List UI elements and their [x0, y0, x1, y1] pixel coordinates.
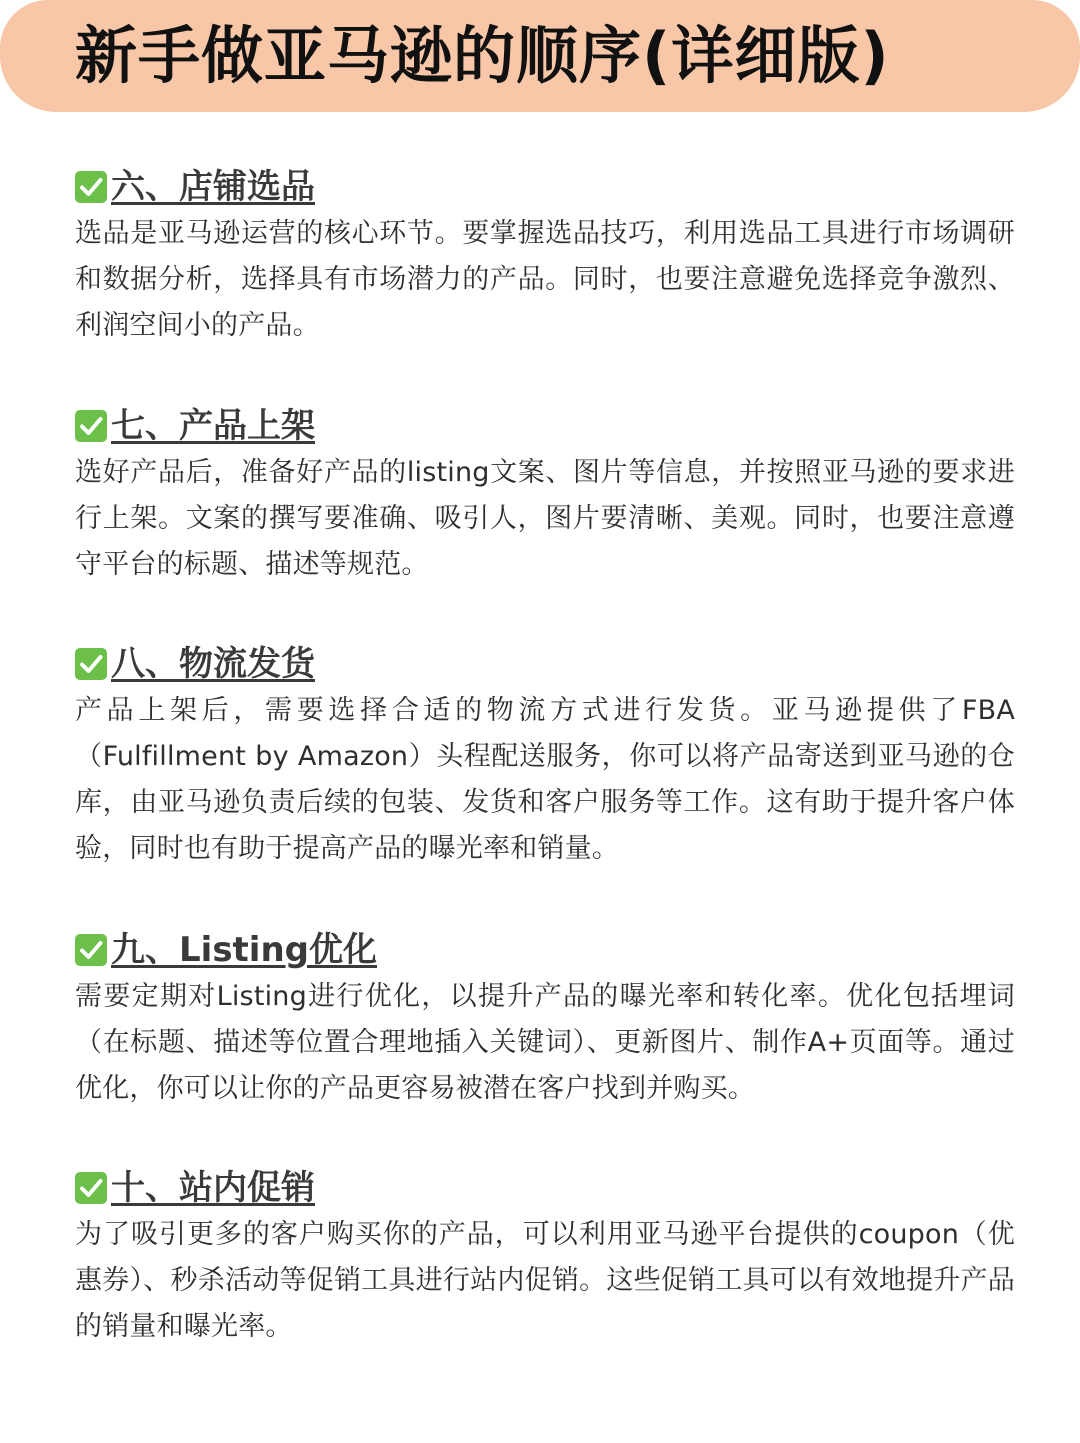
- section-heading: [75, 926, 1015, 974]
- page-title: 新手做亚马逊的顺序(详细版): [75, 19, 890, 92]
- section-store-product-selection: [75, 163, 1015, 349]
- section-heading-text: 八、物流发货: [111, 644, 315, 684]
- check-mark-icon: [75, 934, 107, 966]
- section-product-listing: [75, 402, 1015, 588]
- section-heading: [75, 640, 1015, 688]
- title-banner: [0, 0, 1080, 112]
- section-heading: [75, 163, 1015, 211]
- section-paragraph: 产品上架后，需要选择合适的物流方式进行发货。亚马逊提供了FBA（Fulfillment by Amazon）头程配送服务，你可以将产品寄送到亚马逊的仓库，由亚马逊负责后续的包装、发货和客户服务等工作。这有助于提升客户体验，同时也有助于提高产品的曝光率和销量。: [75, 695, 1015, 864]
- check-mark-icon: [75, 1172, 107, 1204]
- section-heading-text: 七、产品上架: [111, 406, 315, 446]
- section-heading-text: 十、站内促销: [111, 1168, 315, 1208]
- section-heading: [75, 1164, 1015, 1212]
- check-mark-icon: [75, 171, 107, 203]
- section-heading-text: 九、Listing优化: [111, 930, 378, 970]
- section-listing-optimization: [75, 926, 1015, 1112]
- check-mark-icon: [75, 410, 107, 442]
- section-heading-text: 六、店铺选品: [111, 167, 315, 207]
- section-paragraph: 为了吸引更多的客户购买你的产品，可以利用亚马逊平台提供的coupon（优惠券）、秒杀活动等促销工具进行站内促销。这些促销工具可以有效地提升产品的销量和曝光率。: [75, 1219, 1015, 1342]
- section-paragraph: 选好产品后，准备好产品的listing文案、图片等信息，并按照亚马逊的要求进行上架。文案的撰写要准确、吸引人，图片要清晰、美观。同时，也要注意遵守平台的标题、描述等规范。: [75, 457, 1015, 580]
- section-heading: [75, 402, 1015, 450]
- check-mark-icon: [75, 648, 107, 680]
- section-onsite-promotion: [75, 1164, 1015, 1350]
- section-logistics: [75, 640, 1015, 872]
- section-paragraph: 需要定期对Listing进行优化，以提升产品的曝光率和转化率。优化包括埋词（在标题、描述等位置合理地插入关键词）、更新图片、制作A+页面等。通过优化，你可以让你的产品更容易被潜在客户找到并购买。: [75, 981, 1015, 1104]
- section-paragraph: 选品是亚马逊运营的核心环节。要掌握选品技巧，利用选品工具进行市场调研和数据分析，选择具有市场潜力的产品。同时，也要注意避免选择竞争激烈、利润空间小的产品。: [75, 218, 1015, 341]
